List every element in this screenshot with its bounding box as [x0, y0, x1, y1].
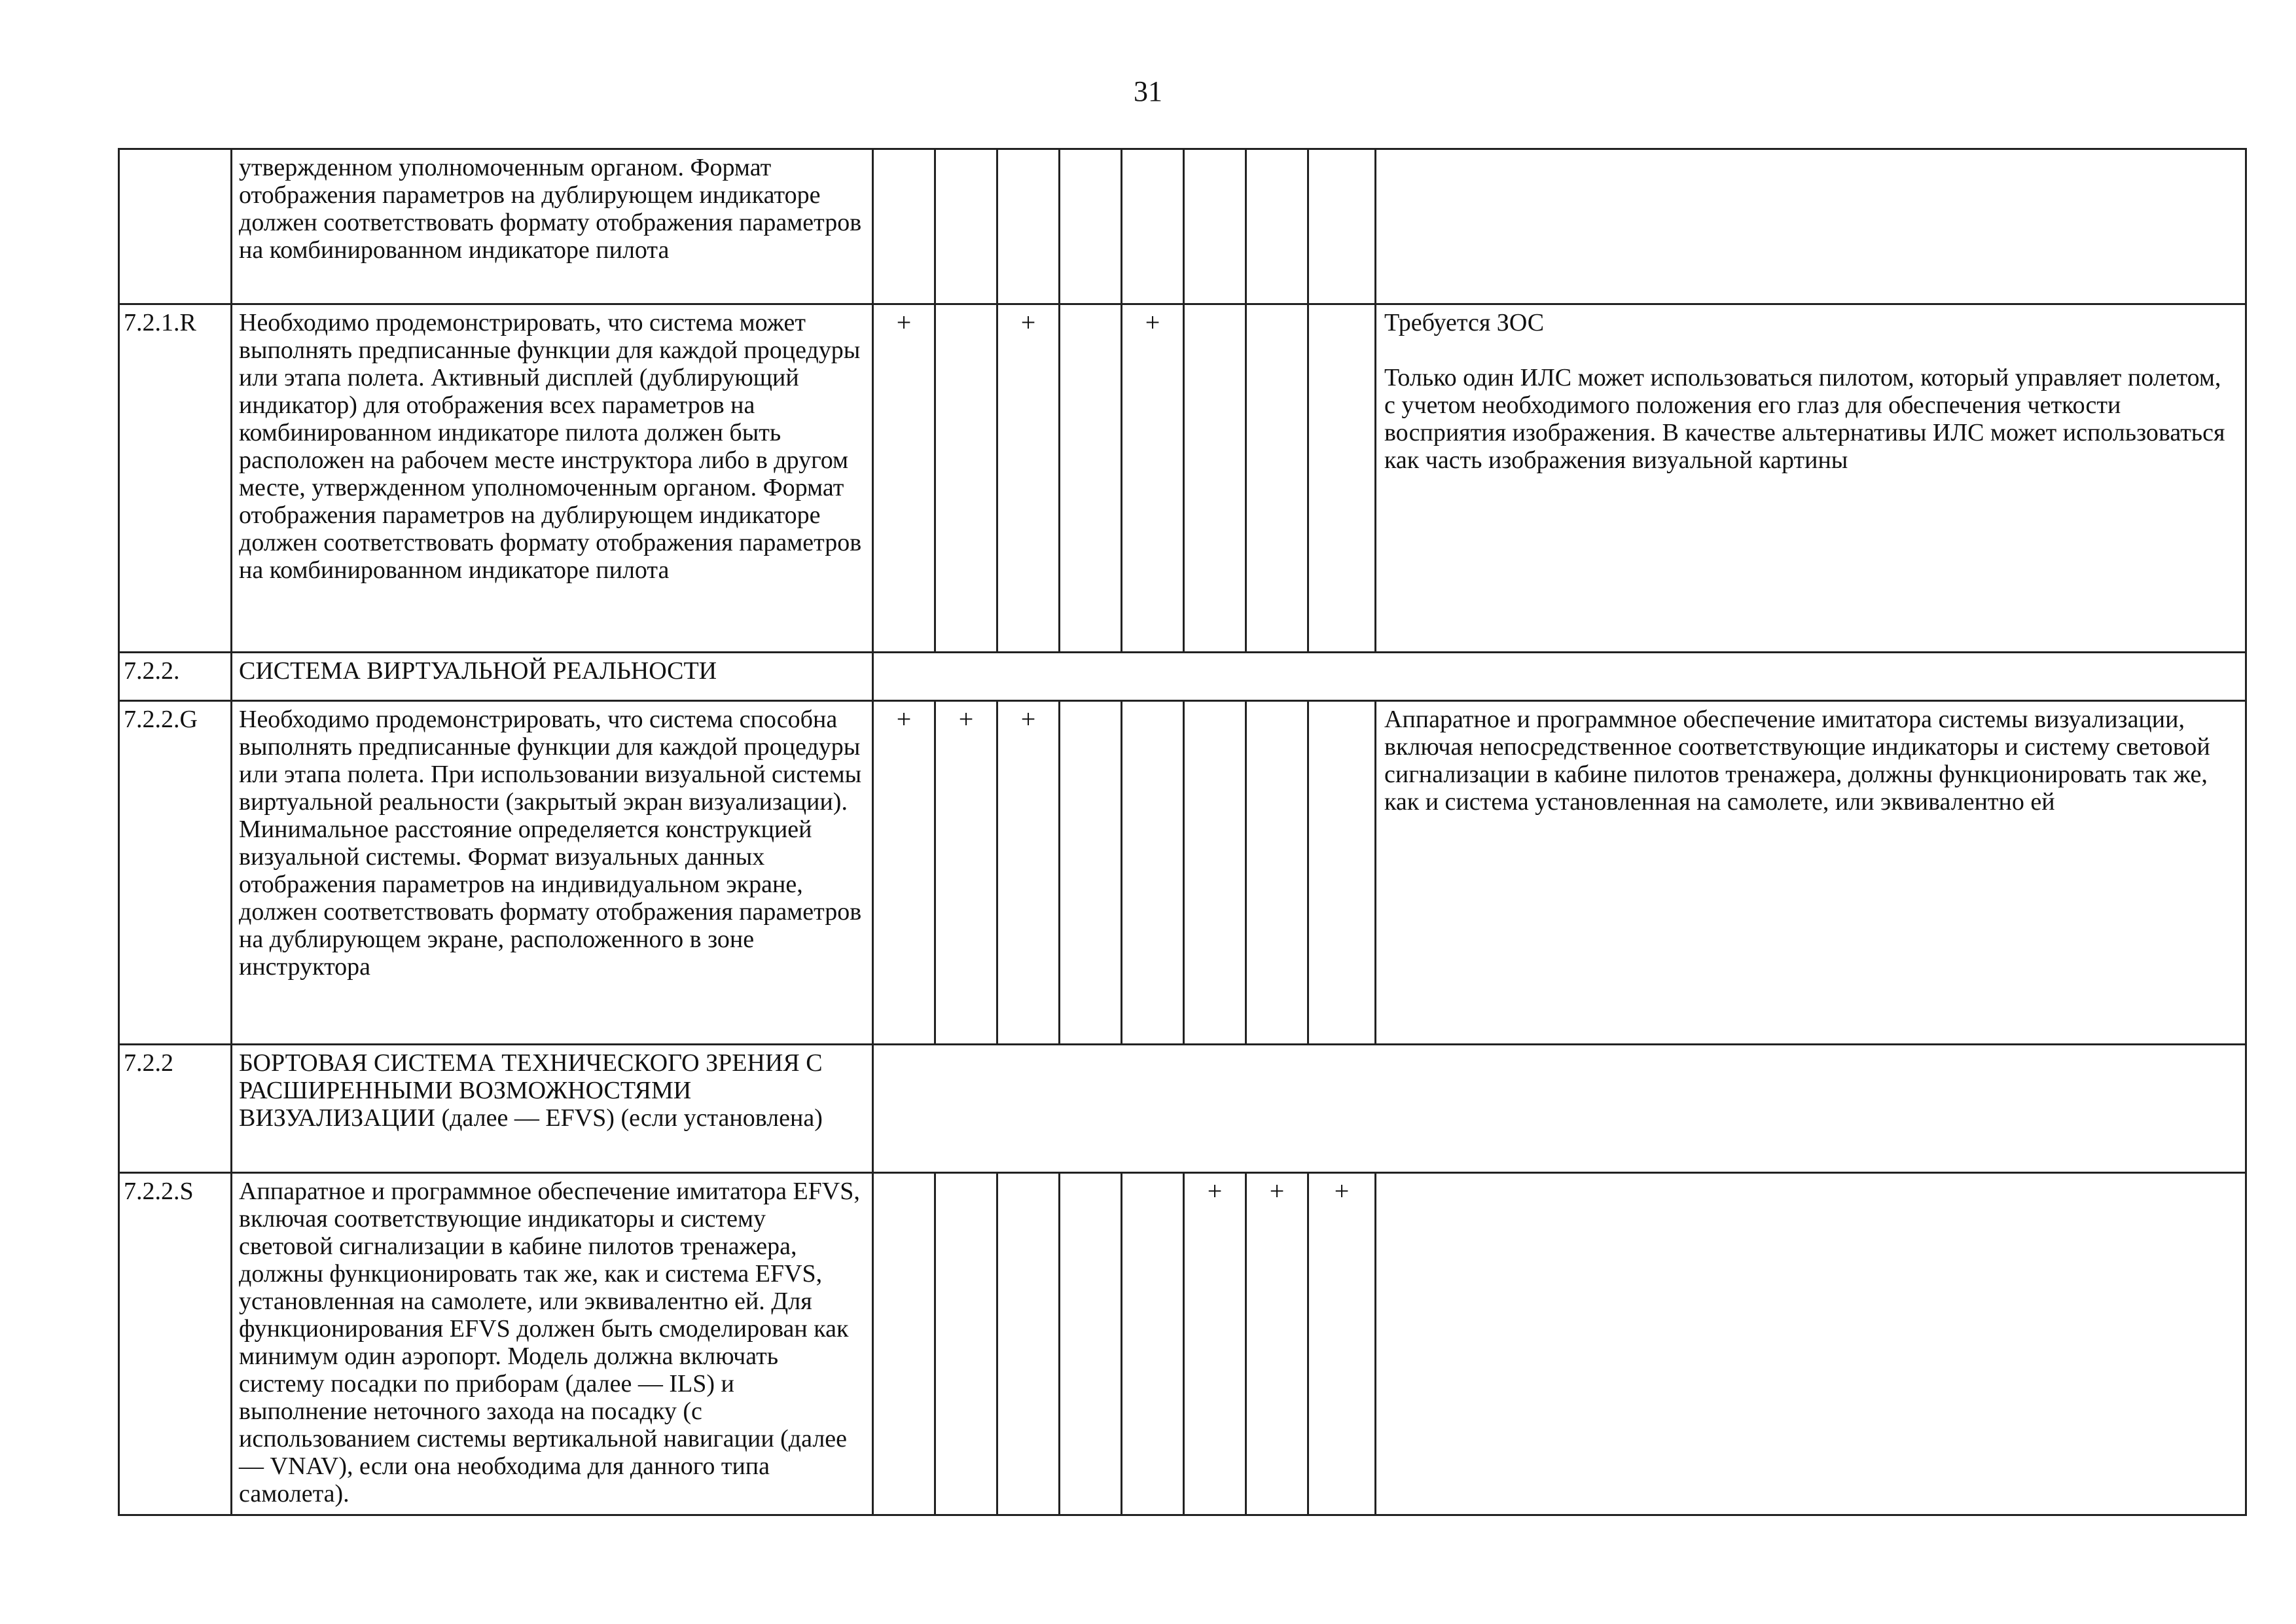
- table-row: [119, 304, 2246, 653]
- row-description: Необходимо продемонстрировать, что система может выполнять предписанные функции для каждой процедуры или этапа полета. Активный дисплей (дублирующий индикатор) для отображения всех параметров на комбинированном индикаторе пилота должен быть расположен на рабочем месте инструктора либо в другом месте, утвержденном уполномоченным органом. Формат отображения параметров на дублирующем индикаторе должен соответствовать формату отображения параметров на комбинированном индикаторе пилота: [232, 304, 873, 653]
- row-note: [1376, 149, 2246, 304]
- mark-cell: [1184, 304, 1246, 653]
- mark-cell: [1184, 701, 1246, 1045]
- note-line: Требуется ЗОС: [1384, 309, 1545, 336]
- section-empty-cell: [873, 653, 2246, 701]
- note-line: Только один ИЛС может использоваться пилотом, который управляет полетом, с учетом необходимого положения его глаз для обеспечения четкости восприятия изображения. В качестве альтернативы ИЛС может использоваться как часть изображения визуальной картины: [1384, 364, 2225, 474]
- mark-cell: [1060, 304, 1122, 653]
- mark-cell: +: [935, 701, 997, 1045]
- mark-cell: [1308, 149, 1376, 304]
- table-row: [119, 1173, 2246, 1515]
- row-description: Аппаратное и программное обеспечение имитатора EFVS, включая соответствующие индикаторы и систему световой сигнализации в кабине пилотов тренажера, должны функционировать так же, как и система EFVS, установленная на самолете, или эквивалентно ей. Для функционирования EFVS должен быть смоделирован как минимум один аэропорт. Модель должна включать систему посадки по приборам (далее — ILS) и выполнение неточного захода на посадку (с использованием системы вертикальной навигации (далее — VNAV), если она необходима для данного типа самолета).: [232, 1173, 873, 1515]
- section-title: БОРТОВАЯ СИСТЕМА ТЕХНИЧЕСКОГО ЗРЕНИЯ С РАСШИРЕННЫМИ ВОЗМОЖНОСТЯМИ ВИЗУАЛИЗАЦИИ (далее — EFVS) (если установлена): [232, 1045, 873, 1173]
- mark-cell: +: [873, 304, 935, 653]
- requirements-table: [118, 148, 2247, 1516]
- table-row: [119, 149, 2246, 304]
- mark-cell: [1122, 701, 1184, 1045]
- row-code: 7.2.2.: [119, 653, 232, 701]
- mark-cell: [1246, 304, 1308, 653]
- mark-cell: [873, 1173, 935, 1515]
- mark-cell: [935, 149, 997, 304]
- section-row: [119, 653, 2246, 701]
- mark-cell: +: [873, 701, 935, 1045]
- mark-cell: [1308, 304, 1376, 653]
- mark-cell: [1246, 149, 1308, 304]
- row-note: [1376, 701, 2246, 1045]
- mark-cell: [935, 1173, 997, 1515]
- mark-cell: +: [997, 304, 1060, 653]
- row-description: Необходимо продемонстрировать, что система способна выполнять предписанные функции для каждой процедуры или этапа полета. При использовании визуальной системы виртуальной реальности (закрытый экран визуализации). Минимальное расстояние определяется конструкцией визуальной системы. Формат визуальных данных отображения параметров на индивидуальном экране, должен соответствовать формату отображения параметров на дублирующем экране, расположенного в зоне инструктора: [232, 701, 873, 1045]
- mark-cell: [997, 1173, 1060, 1515]
- section-row: [119, 1045, 2246, 1173]
- mark-cell: +: [1246, 1173, 1308, 1515]
- row-note: [1376, 1173, 2246, 1515]
- row-code: 7.2.2.S: [119, 1173, 232, 1515]
- row-code: 7.2.2.G: [119, 701, 232, 1045]
- mark-cell: [1184, 149, 1246, 304]
- note-spacer: [1384, 336, 2237, 364]
- row-code: [119, 149, 232, 304]
- mark-cell: [935, 304, 997, 653]
- table-row: [119, 701, 2246, 1045]
- mark-cell: [1060, 701, 1122, 1045]
- row-description: утвержденном уполномоченным органом. Формат отображения параметров на дублирующем индикаторе должен соответствовать формату отображения параметров на комбинированном индикаторе пилота: [232, 149, 873, 304]
- mark-cell: [873, 149, 935, 304]
- mark-cell: +: [1308, 1173, 1376, 1515]
- mark-cell: [1308, 701, 1376, 1045]
- mark-cell: +: [997, 701, 1060, 1045]
- mark-cell: [1122, 149, 1184, 304]
- mark-cell: +: [1184, 1173, 1246, 1515]
- row-code: 7.2.2: [119, 1045, 232, 1173]
- mark-cell: [1246, 701, 1308, 1045]
- mark-cell: +: [1122, 304, 1184, 653]
- row-code: 7.2.1.R: [119, 304, 232, 653]
- mark-cell: [997, 149, 1060, 304]
- section-title: СИСТЕМА ВИРТУАЛЬНОЙ РЕАЛЬНОСТИ: [232, 653, 873, 701]
- page-number: 31: [1134, 75, 1162, 107]
- mark-cell: [1122, 1173, 1184, 1515]
- note-line: Аппаратное и программное обеспечение имитатора системы визуализации, включая непосредственное соответствующие индикаторы и систему световой сигнализации в кабине пилотов тренажера, должны функционировать так же, как и система установленная на самолете, или эквивалентно ей: [1384, 706, 2210, 816]
- row-note: [1376, 304, 2246, 653]
- mark-cell: [1060, 1173, 1122, 1515]
- section-empty-cell: [873, 1045, 2246, 1173]
- mark-cell: [1060, 149, 1122, 304]
